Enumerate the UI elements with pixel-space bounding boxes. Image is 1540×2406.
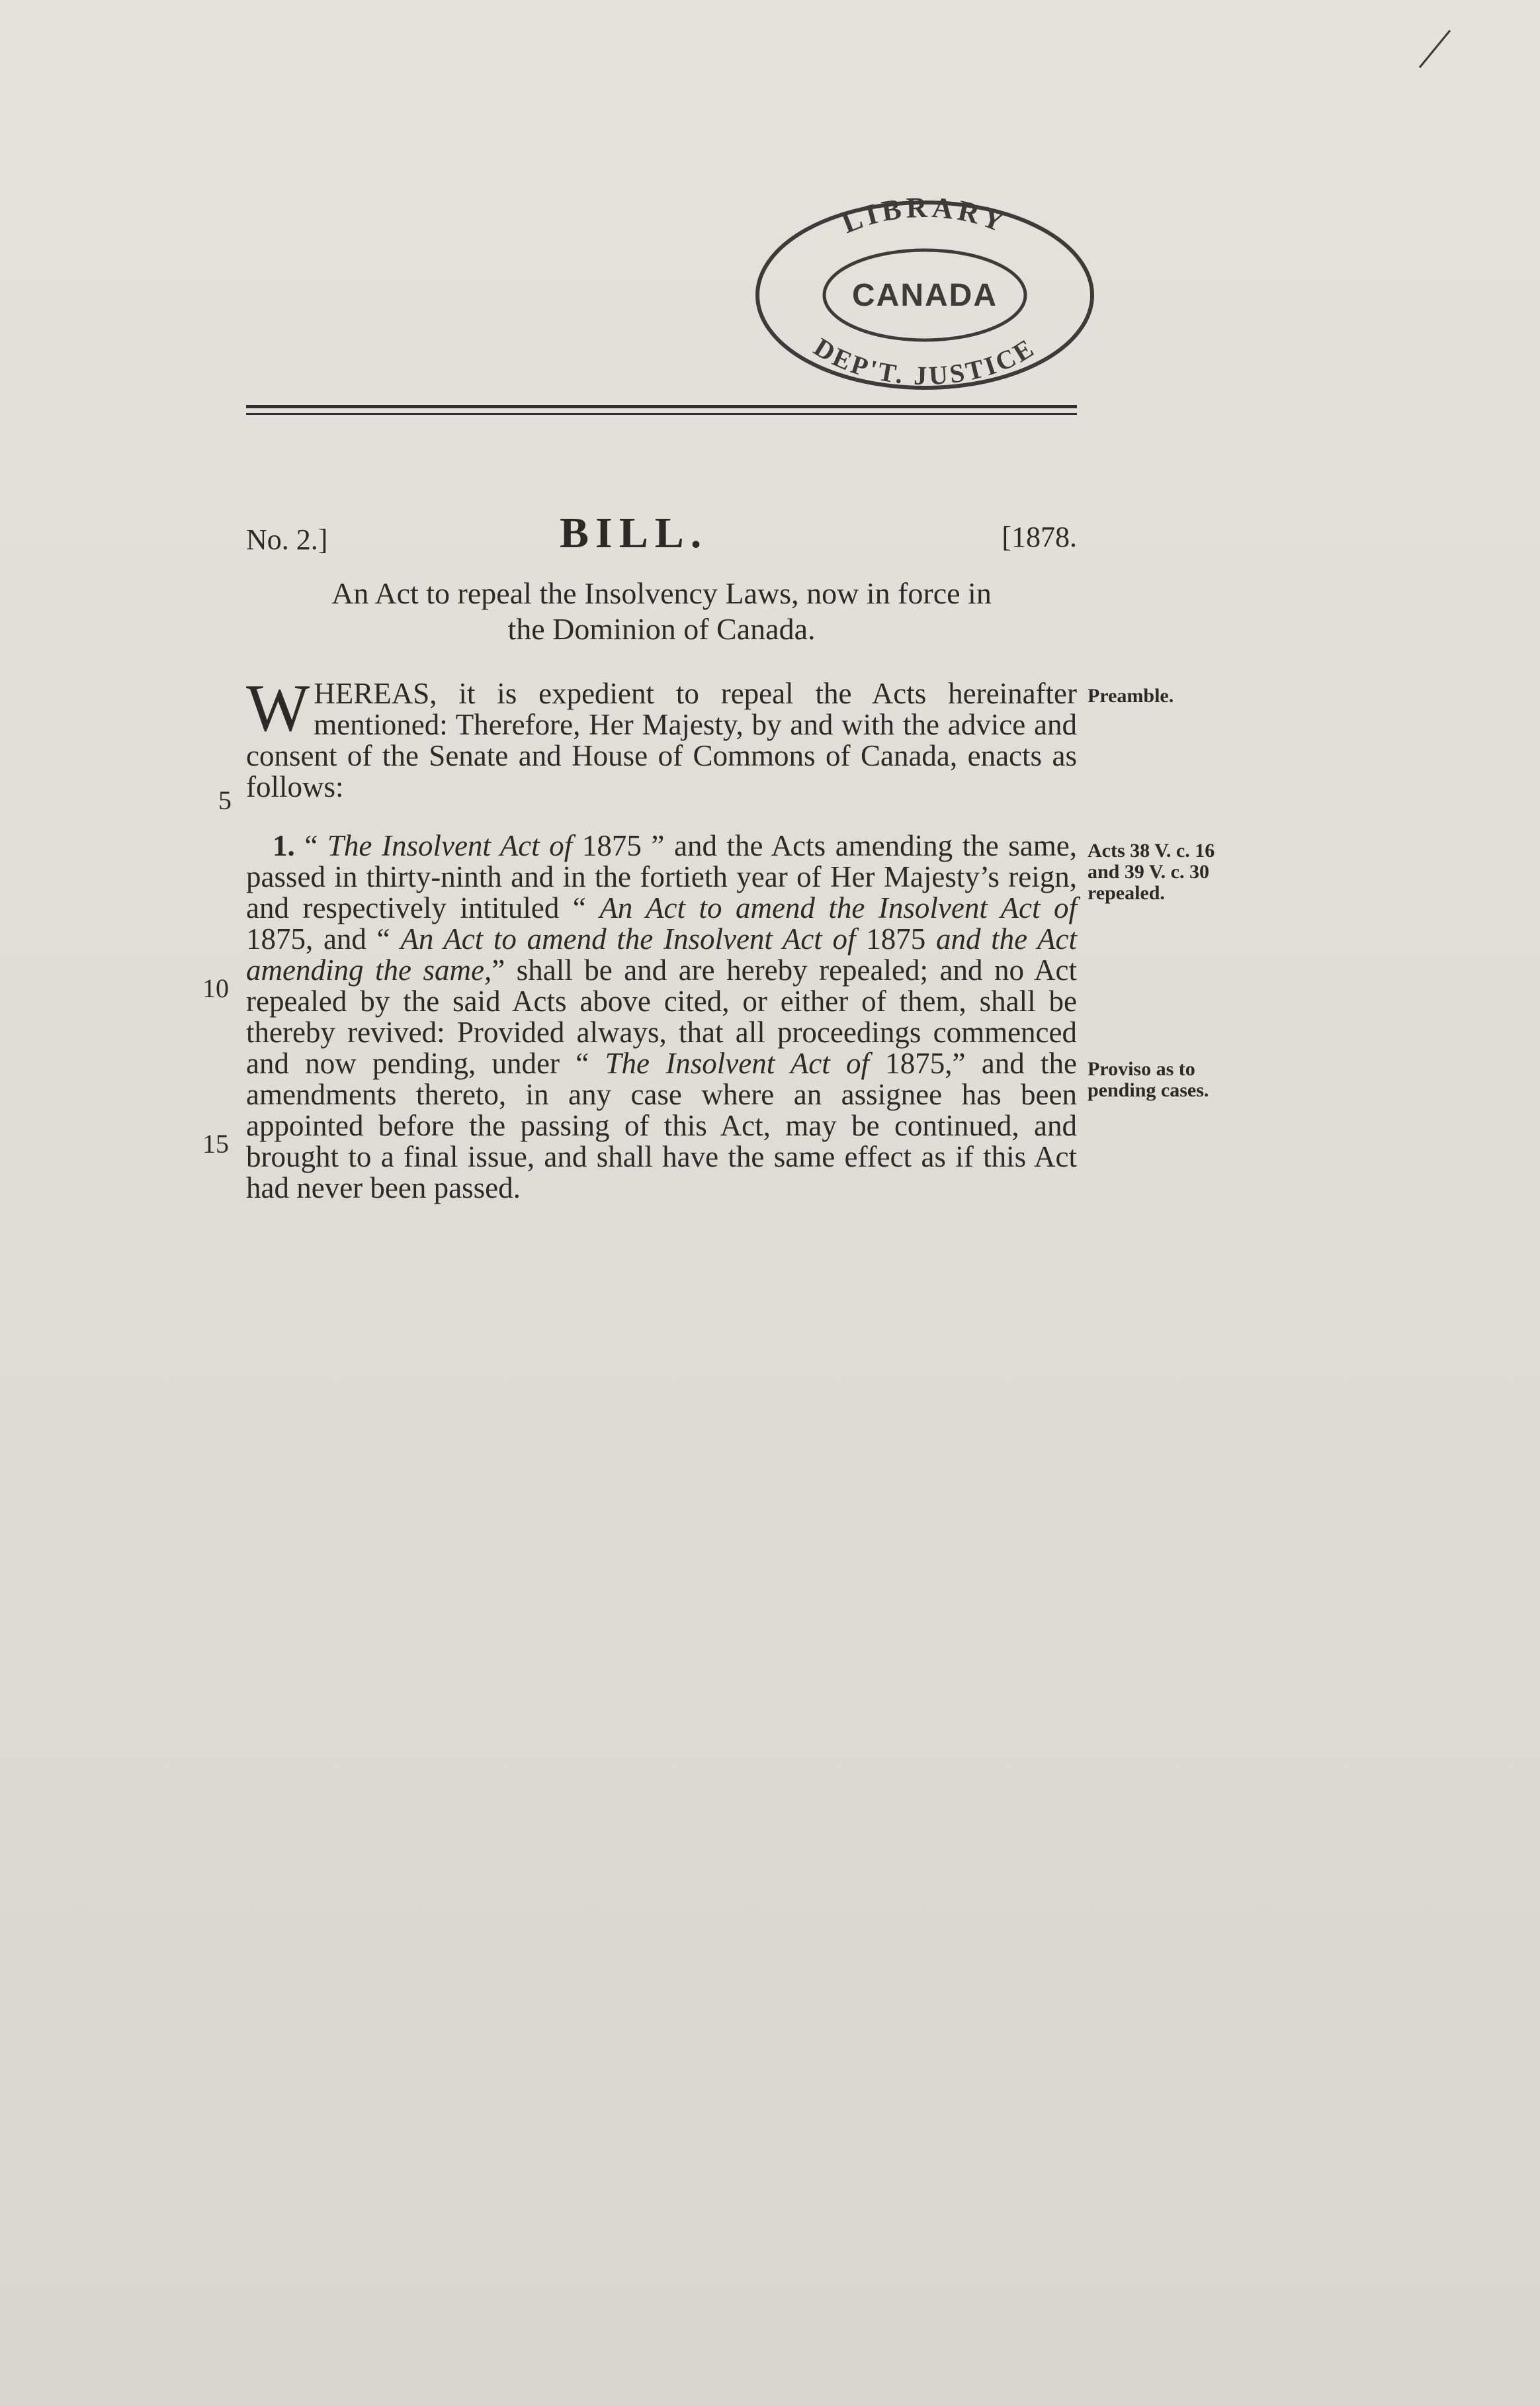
svg-text:LIBRARY (837, 196, 1012, 240)
bill-header (246, 508, 1077, 568)
bill-number: No. 2.] (246, 523, 328, 556)
subtitle-line-1: An Act to repeal the Insolvency Laws, now in force in (331, 576, 992, 610)
bill-year: [1878. (1002, 521, 1077, 553)
stamp-top-text: LIBRARY (837, 196, 1013, 240)
margin-note-preamble: Preamble. (1088, 685, 1174, 707)
preamble-text: HEREAS, it is expedient to repeal the Acts hereinafter mentioned: Therefore, Her Majesty, by and with the advice and consent of the Senate and House of Commons of Canada, enacts as follows: (246, 677, 1077, 803)
line-number-10: 10 (202, 973, 229, 1003)
section-text: 1875 (855, 922, 936, 956)
line-number-15: 15 (202, 1129, 229, 1159)
line-number-5: 5 (218, 785, 232, 815)
act-title: and the Act amending the same, (246, 922, 1077, 987)
pencil-mark (1416, 26, 1455, 73)
subtitle-line-2: the Dominion of Canada. (507, 612, 816, 646)
section-1-paragraph (246, 830, 1077, 1204)
act-title: The Insolvent Act of (605, 1047, 869, 1080)
section-text: 1875 ” and the Acts amending the same, passed in thirty-ninth and in the fortieth year of Her Majesty’s reign, and respectively intituled “ (246, 829, 1078, 924)
stamp-bottom-text: DEP'T. JUSTICE (808, 332, 1041, 391)
section-text: ” shall be and are hereby repealed; and no Act repealed by the said Acts above cited, or either of them, shall be thereby revived: Provided always, that all proceedings commenced and now pending, under “ (246, 954, 1077, 1080)
library-stamp (753, 196, 1097, 394)
section-text: 1875, and “ (246, 922, 401, 956)
preamble-paragraph (246, 671, 1077, 803)
bill-title: BILL. (560, 509, 708, 557)
margin-note-acts-repealed: Acts 38 V. c. 16 and 39 V. c. 30 repealed. (1088, 840, 1215, 904)
section-number: 1. (273, 829, 295, 862)
drop-cap: W (246, 671, 310, 746)
act-title: An Act to amend the Insolvent Act of (400, 922, 856, 956)
margin-note-proviso: Proviso as to pending cases. (1088, 1058, 1209, 1101)
header-rule-thin (246, 413, 1077, 415)
section-text: 1875,” and the amendments thereto, in any case where an assignee has been appointed before the passing of this Act, may be continued, and brought to a final issue, and shall have the same effect as if this Act had never been passed. (246, 1047, 1077, 1204)
bill-subtitle (246, 576, 1077, 647)
stamp-center-text: CANADA (852, 278, 998, 313)
section-text: “ (294, 829, 327, 862)
header-rule-thick (246, 405, 1077, 408)
act-title: The Insolvent Act of (327, 829, 573, 862)
act-title: An Act to amend the Insolvent Act of (599, 891, 1077, 924)
